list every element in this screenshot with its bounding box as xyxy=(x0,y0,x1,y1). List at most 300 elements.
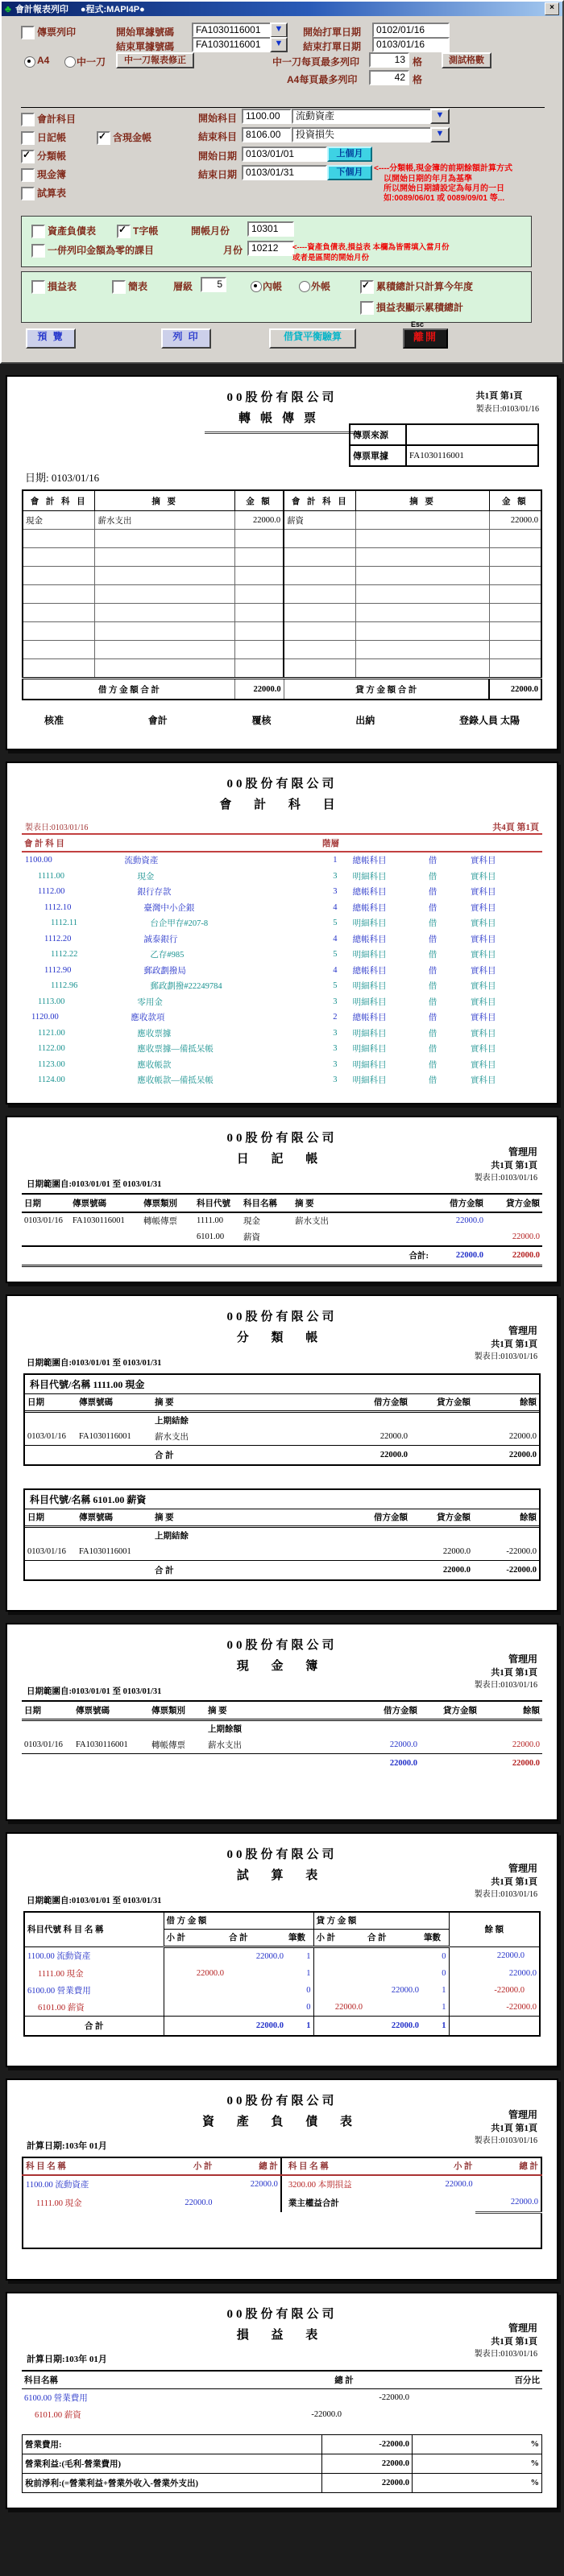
test-grid-button[interactable]: 測試格數 xyxy=(442,52,491,68)
voucher-date: 日期: 0103/01/16 xyxy=(25,472,100,484)
cell: 借 xyxy=(428,857,438,866)
cell: 1112.00 xyxy=(38,887,65,897)
cell xyxy=(73,1719,149,1737)
cell: 3 xyxy=(333,997,338,1006)
help-note-line2: 以開始日期的年月為基準 xyxy=(384,175,472,184)
cell xyxy=(489,659,541,679)
cell: 總帳科目 xyxy=(352,966,387,976)
table-row xyxy=(22,1753,542,1773)
cell: 0103/01/16 xyxy=(27,1547,66,1556)
cell: 2 xyxy=(333,1013,338,1022)
month-label: 月份 xyxy=(223,245,243,256)
cell: 上期餘額 xyxy=(208,1725,242,1734)
table-row xyxy=(22,963,542,979)
open-month-input[interactable]: 10301 xyxy=(247,221,294,237)
cell xyxy=(25,1526,77,1544)
cell xyxy=(234,641,284,659)
table-row xyxy=(23,604,541,622)
cell xyxy=(489,641,541,659)
calc-date: 計算日期:103年 01月 xyxy=(27,2140,107,2151)
table-row xyxy=(25,1544,539,1561)
cell: 22000.0 xyxy=(489,511,541,530)
end-account-label: 結束科目 xyxy=(198,131,238,142)
t-account-label: T字帳 xyxy=(133,225,159,237)
t-account-checkbox[interactable] xyxy=(117,225,131,238)
start-punch-date-label: 開始打單日期 xyxy=(303,27,362,38)
cell xyxy=(23,622,95,641)
cell: FA1030116001 xyxy=(76,1740,128,1749)
cell xyxy=(23,659,95,679)
start-doc-label: 開始單據號碼 xyxy=(116,27,175,38)
company-name: 00股份有限公司 xyxy=(226,1847,338,1861)
external-books-radio[interactable] xyxy=(299,281,310,292)
trial-report-checkbox[interactable] xyxy=(21,187,35,200)
cell: -22000.0 xyxy=(449,1999,539,2017)
end-punch-date-input[interactable]: 0103/01/16 xyxy=(372,37,450,52)
accumulate-current-year-checkbox[interactable] xyxy=(360,280,374,294)
cell: 1121.00 xyxy=(38,1028,65,1038)
balance-sheet-checkbox[interactable] xyxy=(31,225,45,238)
date-range: 日期範圍自:0103/01/01 至 0103/01/31 xyxy=(27,1896,162,1905)
income-statement-checkbox[interactable] xyxy=(31,280,45,294)
accumulate-current-year-label: 累積總計只計算今年度 xyxy=(376,281,474,292)
cell: 1123.00 xyxy=(38,1059,65,1069)
print-button[interactable]: 列 印 xyxy=(161,328,211,349)
cell: 實科目 xyxy=(470,935,496,944)
cell: 22000.0 xyxy=(389,1740,417,1749)
cell xyxy=(489,604,541,622)
ledger-report-checkbox[interactable] xyxy=(21,150,35,163)
cell: 誠泰銀行 xyxy=(143,935,178,944)
cell: 郵政劃撥局 xyxy=(143,966,186,976)
paper-midcut-label: 中一刀 xyxy=(77,56,106,68)
table-row xyxy=(23,2194,541,2213)
table-row xyxy=(22,884,542,900)
preview-button[interactable]: 預 覽 xyxy=(26,328,76,349)
cell xyxy=(95,530,235,548)
report-title: 損 益 表 xyxy=(236,2328,328,2342)
end-doc-input[interactable]: FA1030116001 xyxy=(192,37,272,52)
income-statement-label: 損益表 xyxy=(48,281,77,292)
paper-a4-label: A4 xyxy=(37,55,50,66)
voucher-print-checkbox[interactable] xyxy=(21,26,35,39)
cell xyxy=(73,1753,149,1773)
cell xyxy=(164,1946,226,1965)
title-bar[interactable] xyxy=(2,2,562,16)
cell xyxy=(410,1526,473,1544)
cell xyxy=(347,1411,410,1429)
cell xyxy=(489,622,541,641)
cell xyxy=(234,585,284,604)
company-name: 00股份有限公司 xyxy=(226,1638,338,1652)
cell: 營業利益:(毛利-營業費用) xyxy=(23,2454,322,2473)
cell: 應收款項 xyxy=(131,1013,165,1023)
external-books-label: 外帳 xyxy=(311,281,331,292)
cell: 借 xyxy=(428,997,438,1007)
cell xyxy=(486,1212,542,1229)
cell: 22000.0 xyxy=(473,1445,539,1464)
cell: 合 計 xyxy=(152,1560,347,1579)
table-row xyxy=(22,1026,542,1042)
chart-of-accounts-page xyxy=(6,762,558,1104)
cell: 1124.00 xyxy=(38,1075,65,1085)
cell: 1122.00 xyxy=(38,1044,65,1054)
cell xyxy=(420,1753,479,1773)
cell: -22000.0 xyxy=(506,1547,537,1556)
month-input[interactable]: 10212 xyxy=(247,241,294,256)
table-row xyxy=(22,1072,542,1088)
table-row xyxy=(25,1429,539,1446)
cell: 22000.0 xyxy=(449,1946,539,1965)
midcut-max-input[interactable]: 13 xyxy=(369,52,409,68)
start-account-dropdown-button[interactable]: ▼ xyxy=(430,109,450,124)
print-zero-accounts-checkbox[interactable] xyxy=(31,244,45,258)
cell: 1111.00 xyxy=(38,871,64,881)
cell: 4 xyxy=(333,902,338,912)
app-icon: ♣ xyxy=(5,3,11,14)
cell xyxy=(356,567,489,585)
cell xyxy=(23,585,95,604)
cell: 明細科目 xyxy=(352,997,387,1007)
cell: 應收帳款—備抵呆帳 xyxy=(137,1076,214,1086)
cell xyxy=(365,1965,421,1982)
a4-max-label: A4每頁最多列印 xyxy=(287,74,358,85)
cell: 22000.0 xyxy=(255,1951,284,1961)
cell xyxy=(95,604,235,622)
cell xyxy=(164,2016,226,2035)
cell: 轉帳傳票 xyxy=(151,1741,185,1750)
help-note-line3: 所以開始日期請設定為每月的一日 xyxy=(384,184,504,193)
cashbook-table: 日期 傳票號碼 傳票類別 摘 要 借方金額 貸方金額 餘額 上期餘額 0103/01/16 FA1030116001 轉帳傳票 薪水支出 22000.0 22000.0 22000.0 22000.0 xyxy=(22,1700,542,1773)
cell xyxy=(164,1982,226,1999)
end-doc-dropdown-button[interactable]: ▼ xyxy=(270,37,288,52)
internal-books-radio[interactable] xyxy=(251,281,262,292)
voucher-doc-number: FA1030116001 xyxy=(406,445,538,466)
table-row xyxy=(25,1526,539,1544)
journal-report-checkbox[interactable] xyxy=(21,131,35,145)
close-button[interactable]: × xyxy=(545,2,559,15)
cell: 借 xyxy=(428,919,438,929)
cell xyxy=(276,2388,344,2406)
cell: 現金 xyxy=(23,511,95,530)
cell: 銀行存款 xyxy=(137,888,172,898)
cell: % xyxy=(413,2473,542,2492)
cell: 薪資 xyxy=(284,511,356,530)
cell: 應收票據 xyxy=(137,1029,172,1038)
table-row xyxy=(22,931,542,947)
page-meta: 共1頁 第1頁 製表日:0103/01/16 xyxy=(475,391,539,414)
table-row xyxy=(22,869,542,885)
cell xyxy=(344,2406,412,2423)
cell xyxy=(23,641,95,659)
cell xyxy=(420,1737,479,1754)
cell: 6100.00 營業費用 xyxy=(24,2393,88,2403)
cell: % xyxy=(413,2434,542,2454)
cell xyxy=(365,1999,421,2017)
cell: 借 xyxy=(428,951,438,960)
report-title: 日 記 帳 xyxy=(236,1152,328,1166)
account-header: 科目代號/名稱 6101.00 薪資 xyxy=(25,1490,539,1509)
cashbook-page xyxy=(6,1623,558,1821)
cell: 1 xyxy=(442,1985,446,1995)
cell xyxy=(77,1445,152,1464)
cell: 實科目 xyxy=(470,903,496,913)
cell: 實科目 xyxy=(470,1013,496,1023)
separator xyxy=(21,107,545,108)
cell: 1 xyxy=(333,856,338,865)
start-account-label: 開始科目 xyxy=(198,113,238,124)
table-row xyxy=(23,2454,542,2473)
cell xyxy=(410,1429,473,1446)
report-title: 資 產 負 債 表 xyxy=(201,2115,362,2128)
page-meta: 管理用 共1頁 第1頁 製表日:0103/01/16 xyxy=(474,1146,537,1183)
cell xyxy=(77,1411,152,1429)
cell xyxy=(95,641,235,659)
ledger-account-block: 科目代號/名稱 6101.00 薪資 日期 傳票號碼 摘 要 借方金額 貸方金額 餘額 上期結餘 0103/01/16 FA1030116001 22000.0 -22000.0 合 計 22000.0 -22000.0 xyxy=(23,1488,541,1581)
start-doc-input[interactable]: FA1030116001 xyxy=(192,23,272,38)
cell xyxy=(284,641,356,659)
cell: 郵政劃撥#22249784 xyxy=(150,982,222,992)
cell xyxy=(360,1719,420,1737)
prev-month-button[interactable]: 上個月 xyxy=(327,147,372,162)
cell xyxy=(25,1445,77,1464)
income-statement-options-panel xyxy=(21,271,532,323)
income-statement-page xyxy=(6,2292,558,2509)
cell xyxy=(22,1719,73,1737)
cell: 4 xyxy=(333,965,338,975)
cell xyxy=(431,1229,486,1246)
paper-a4-radio[interactable] xyxy=(24,56,35,68)
cell: 22000.0 xyxy=(250,2180,278,2189)
cell: 業主權益合計 xyxy=(281,2194,413,2213)
cell: -22000.0 xyxy=(379,2392,409,2402)
grid-unit-label: 格 xyxy=(413,56,423,68)
cell xyxy=(234,548,284,567)
signature-row: 核准 會計 覆核 出納 登錄人員 太陽 xyxy=(44,715,520,726)
month-note-line1: <----資產負債表,損益表 本欄為皆需填入當月份 xyxy=(292,243,450,252)
cell: 明細科目 xyxy=(352,982,387,992)
level-input[interactable]: 5 xyxy=(201,277,226,292)
table-row xyxy=(23,585,541,604)
income-show-accumulated-label: 損益表顯示累積總計 xyxy=(376,302,464,313)
cell xyxy=(489,548,541,567)
cell: 22000.0 xyxy=(442,1547,471,1556)
cell xyxy=(95,622,235,641)
cell: 明細科目 xyxy=(352,1076,387,1086)
cell xyxy=(149,1719,205,1737)
report-title: 現 金 簿 xyxy=(236,1659,328,1673)
program-name: ●程式:MAPI4P● xyxy=(80,5,145,14)
cell: 借 xyxy=(428,935,438,944)
cell: 實科目 xyxy=(470,888,496,898)
ledger-page xyxy=(6,1294,558,1612)
table-row xyxy=(23,548,541,567)
cell: 總帳科目 xyxy=(352,1013,387,1023)
start-doc-dropdown-button[interactable]: ▼ xyxy=(270,23,288,38)
cell xyxy=(77,1526,152,1544)
cell: 22000.0 xyxy=(322,2454,413,2473)
cell: 借 xyxy=(428,872,438,881)
table-row xyxy=(22,852,542,869)
paper-midcut-radio[interactable] xyxy=(64,56,76,68)
start-date-label: 開始日期 xyxy=(198,151,238,162)
exit-button[interactable]: 離開 xyxy=(403,328,448,349)
cell: 實科目 xyxy=(470,857,496,866)
cell: 1111.00 xyxy=(197,1216,223,1225)
table-row xyxy=(22,1737,542,1754)
page-meta: 管理用 共1頁 第1頁 製表日:0103/01/16 xyxy=(474,2322,537,2359)
accounts-report-label: 會計科目 xyxy=(37,114,77,125)
cashbook-report-checkbox[interactable] xyxy=(21,168,35,182)
cell xyxy=(284,659,356,679)
end-account-name-box[interactable]: 投資損失 xyxy=(292,127,433,142)
cell xyxy=(151,2175,214,2194)
debit-credit-balance-check-button[interactable]: 借貸平衡驗算 xyxy=(269,328,356,349)
cell: 零用金 xyxy=(137,997,163,1007)
cell: 22000.0 xyxy=(322,2473,413,2492)
cell: 0 xyxy=(306,2002,311,2012)
cell: 上期結餘 xyxy=(155,1532,189,1541)
esc-hint-label: Esc xyxy=(411,320,425,328)
cell xyxy=(413,2194,475,2213)
cell xyxy=(141,1229,194,1246)
ledger-report-label: 分類帳 xyxy=(37,151,67,162)
cell: 22000.0 xyxy=(508,1432,537,1441)
cell: 現金 xyxy=(243,1217,260,1226)
cell: % xyxy=(413,2454,542,2473)
start-account-name-box[interactable]: 流動資產 xyxy=(292,109,433,124)
cell: 借 xyxy=(428,1060,438,1070)
print-zero-accounts-label: 一併列印金額為零的課目 xyxy=(48,245,155,256)
cell xyxy=(234,567,284,585)
cell xyxy=(356,585,489,604)
income-show-accumulated-checkbox[interactable] xyxy=(360,301,374,315)
cashbook-report-label: 現金簿 xyxy=(37,169,67,180)
accounts-report-checkbox[interactable] xyxy=(21,113,35,126)
table-row xyxy=(22,1041,542,1057)
cell: 實科目 xyxy=(470,1029,496,1038)
cell: 明細科目 xyxy=(352,872,387,881)
cell: 22000.0 xyxy=(410,1560,473,1579)
cell: 臺灣中小企銀 xyxy=(143,903,195,913)
cell xyxy=(234,659,284,679)
cell: 實科目 xyxy=(470,1076,496,1086)
include-cash-journal-checkbox[interactable] xyxy=(97,131,110,145)
table-row xyxy=(25,2016,539,2035)
cell: 薪資 xyxy=(243,1233,260,1242)
cell: 借 xyxy=(428,903,438,913)
cell xyxy=(313,2016,365,2035)
end-date-input[interactable]: 0103/01/31 xyxy=(242,165,327,180)
voucher-table: 會 計 科 目 摘 要 金 額 會 計 科 目 摘 要 金 額 現金 薪水支出 22000.0 薪資 22000.0 借 方 金 額 合 計 22000.0 貸 方 金 額 合 計 22000.0 xyxy=(22,489,542,700)
cell: 0 xyxy=(442,1968,446,1978)
table-row xyxy=(25,1411,539,1429)
level-label: 層級 xyxy=(173,281,193,292)
cell xyxy=(226,1965,286,1982)
cell: 1120.00 xyxy=(31,1013,59,1022)
cell xyxy=(205,1753,360,1773)
cell xyxy=(95,659,235,679)
cell: 22000.0 xyxy=(512,1232,540,1241)
cell: 3 xyxy=(333,1044,338,1054)
cell: 22000.0 xyxy=(313,1999,365,2017)
table-row xyxy=(23,2175,541,2194)
voucher-source-value xyxy=(406,424,538,445)
cell: 1100.00 xyxy=(25,856,52,865)
cell: 稅前淨利:(=營業利益+營業外收入-營業外支出) xyxy=(23,2473,322,2492)
cell: 明細科目 xyxy=(352,1029,387,1038)
page-meta: 製表日:0103/01/16 共4頁 第1頁 xyxy=(25,823,539,832)
table-row xyxy=(22,1009,542,1026)
company-name: 00股份有限公司 xyxy=(226,2094,338,2107)
table-row xyxy=(22,1229,542,1246)
cell: 1 xyxy=(421,2016,449,2035)
midcut-report-fix-button[interactable]: 中一刀報表修正 xyxy=(116,52,194,68)
journal-page xyxy=(6,1116,558,1283)
cell: 借 xyxy=(428,888,438,898)
cell: 1 xyxy=(286,2016,313,2035)
cell xyxy=(95,548,235,567)
cell: 22000.0 xyxy=(365,2016,421,2035)
account-header: 科目代號/名稱 1111.00 現金 xyxy=(25,1375,539,1394)
start-punch-date-input[interactable]: 0102/01/16 xyxy=(372,23,450,38)
cell: -22000.0 xyxy=(473,1560,539,1579)
cell: 3 xyxy=(333,871,338,881)
end-account-code-input[interactable]: 8106.00 xyxy=(242,127,292,142)
calc-date: 計算日期:103年 01月 xyxy=(27,2354,107,2364)
cell: 實科目 xyxy=(470,982,496,992)
cell xyxy=(356,622,489,641)
a4-max-input[interactable]: 42 xyxy=(369,70,409,85)
cell xyxy=(95,585,235,604)
cell: 借 xyxy=(428,966,438,976)
table-row xyxy=(25,1946,539,1965)
voucher-info-box: 傳票來源 傳票單據 FA1030116001 xyxy=(349,423,539,467)
cell: 總帳科目 xyxy=(352,857,387,866)
cell: 1113.00 xyxy=(38,997,65,1006)
cell: 薪水支出 xyxy=(208,1741,242,1750)
cell xyxy=(284,567,356,585)
end-account-dropdown-button[interactable]: ▼ xyxy=(430,127,450,142)
help-note-line4: 如:0089/06/01 或 0089/09/01 等... xyxy=(384,194,505,203)
end-punch-date-label: 結束打單日期 xyxy=(303,41,362,52)
cell: 1100.00 流動資產 xyxy=(26,2181,89,2190)
cell: 台企甲存#207-8 xyxy=(150,919,209,929)
report-print-dialog xyxy=(0,0,564,364)
start-date-input[interactable]: 0103/01/01 xyxy=(242,147,327,162)
table-row xyxy=(23,2473,542,2492)
cell xyxy=(313,1965,365,1982)
balance-sheet-options-panel xyxy=(21,216,532,267)
cell xyxy=(356,511,489,530)
cell: 22000.0 xyxy=(164,1965,226,1982)
cell: 1112.96 xyxy=(51,981,78,991)
start-account-code-input[interactable]: 1100.00 xyxy=(242,109,292,124)
dialog-body xyxy=(2,16,562,362)
date-range: 日期範圍自:0103/01/01 至 0103/01/31 xyxy=(27,1686,162,1696)
cell: 22000.0 xyxy=(379,1432,408,1441)
brief-report-checkbox[interactable] xyxy=(112,280,126,294)
table-row xyxy=(25,1445,539,1464)
next-month-button[interactable]: 下個月 xyxy=(327,165,372,180)
cell: 1112.20 xyxy=(44,934,72,943)
midcut-max-label: 中一刀每頁最多列印 xyxy=(272,56,360,68)
cell xyxy=(479,1719,542,1737)
cell xyxy=(234,622,284,641)
cell: FA1030116001 xyxy=(79,1432,131,1441)
cell xyxy=(22,1229,70,1246)
cell xyxy=(226,1982,286,1999)
